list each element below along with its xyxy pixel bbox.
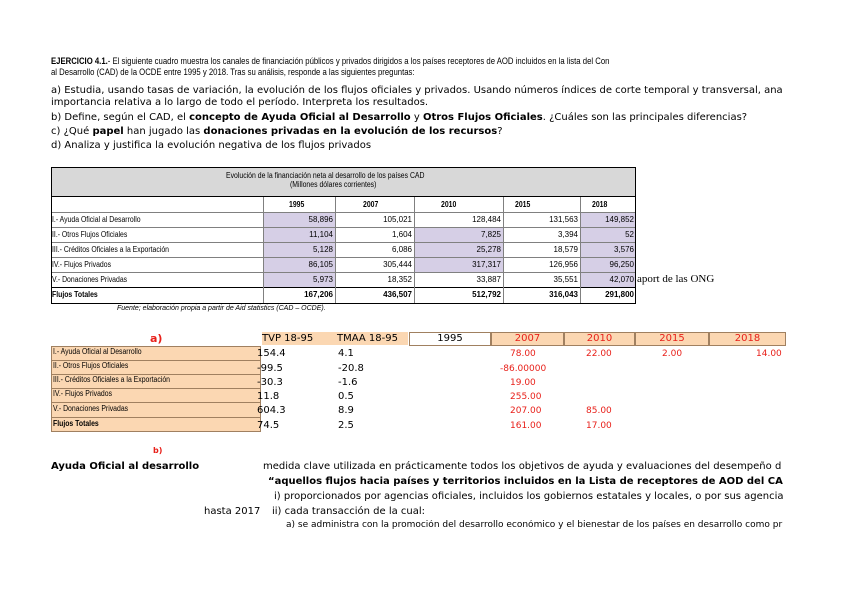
section-b-line4: ii) cada transacción de la cual: [272,506,426,517]
a-col-tmaa: TMAA 18-95 [337,333,398,344]
y2007-value: 255.00 [510,392,542,402]
row-label: III.- Créditos Oficiales a la Exportación [53,375,171,384]
y2010-value: 17.00 [586,421,612,431]
main-table-title: Evolución de la financiación neta al desarrollo de los países CAD [226,171,425,180]
table-row [51,213,636,228]
a-year-2015: 2015 [635,332,709,346]
table-row [51,374,791,388]
table-row [51,360,791,374]
row-label: II.- Otros Flujos Oficiales [52,230,128,239]
main-table-subtitle: (Millones dólares corrientes) [290,180,377,189]
tmaa-value: -1.6 [338,377,358,388]
question-b-mid: y [410,112,423,123]
table-row [51,243,636,258]
tvp-value: 74.5 [257,420,280,431]
grid-h [51,212,636,213]
table-source: Fuente; elaboración propia a partir de Aid statistics (CAD – OCDE). [117,305,326,312]
a-year-1995: 1995 [409,332,491,346]
section-a-label: a) [150,332,163,345]
side-note: aport de las ONG [637,273,715,285]
cell-value: 317,317 [472,260,501,269]
question-b-bold1: concepto de Ayuda Oficial al Desarrollo [189,112,411,123]
cell-value: 3,394 [557,230,578,239]
cell-value: 436,507 [383,290,412,299]
cell-value: 105,021 [383,215,412,224]
grid-v [503,197,504,303]
table-row [51,388,791,402]
question-c-pre: c) ¿Qué [51,126,93,137]
section-b-label: b) [153,446,163,455]
table-row-total [51,288,636,303]
tmaa-value: 8.9 [338,405,354,416]
section-b-heading: Ayuda Oficial al desarrollo [51,461,200,472]
main-year-2007: 2007 [363,200,379,209]
tvp-value: 604.3 [257,405,286,416]
section-b-hasta: hasta 2017 [204,506,261,517]
section-b-line2: “aquellos flujos hacia países y territorios incluidos en la Lista de receptores de AOD del CA [268,476,783,487]
question-b-bold2: Otros Flujos Oficiales [422,112,543,123]
exercise-intro-line2: al Desarrollo (CAD) de la OCDE entre 1995 y 2018. Tras su análisis, responde a las siguientes preguntas: [51,67,415,77]
a-year-2010: 2010 [564,332,635,346]
cell-value: 35,551 [553,275,578,284]
cell-value: 6,086 [391,245,412,254]
main-year-2010: 2010 [441,200,457,209]
tvp-value: -30.3 [257,377,283,388]
tmaa-value: 0.5 [338,391,354,402]
grid-h [51,227,636,228]
exercise-title: EJERCICIO 4.1. [51,56,108,66]
grid-h [51,272,636,273]
section-b-line5: a) se administra con la promoción del desarrollo económico y el bienestar de los países en desarrollo como pr [286,520,783,530]
y2007-value: 207.00 [510,406,542,416]
cell-value: 128,484 [472,215,501,224]
tmaa-value: 4.1 [338,348,354,359]
grid-h [51,287,636,288]
grid-v [263,197,264,303]
question-b [51,112,747,123]
table-row-total [51,417,791,432]
cell-value: 25,278 [476,245,501,254]
a-year-2007: 2007 [491,332,564,346]
grid-v [580,197,581,303]
cell-value: 167,206 [304,290,333,299]
row-label: V.- Donaciones Privadas [53,404,129,413]
row-label: II.- Otros Flujos Oficiales [53,361,129,370]
tmaa-value: -20.8 [338,363,364,374]
y2007-value: 19.00 [510,378,536,388]
grid-h [51,242,636,243]
row-label: III.- Créditos Oficiales a la Exportación [52,245,170,254]
section-b-line1: medida clave utilizada en prácticamente todos los objetivos de ayuda y evaluaciones del desempeño d [263,461,782,472]
section-b-line3: i) proporcionados por agencias oficiales, incluidos los gobiernos estatales y locales, o por sus agencia [274,491,784,502]
y2010-value: 22.00 [586,349,612,359]
question-c [51,126,503,137]
y2007-value: 161.00 [510,421,542,431]
question-c-bold2: donaciones privadas en la evolución de los recursos [203,126,498,137]
main-year-2015: 2015 [515,200,531,209]
cell-value: 131,563 [549,215,578,224]
row-label: Flujos Totales [53,419,99,428]
grid-v [635,197,636,304]
table-row [51,228,636,243]
cell-value: 3,576 [613,245,634,254]
tvp-value: 154.4 [257,348,286,359]
cell-value: 5,128 [312,245,333,254]
cell-value: 86,105 [308,260,333,269]
row-label: I.- Ayuda Oficial al Desarrollo [53,347,142,356]
main-year-1995: 1995 [289,200,305,209]
exercise-intro-text: - El siguiente cuadro muestra los canales de financiación públicos y privados dirigidos a los países receptores de AOD incluidos en la lista del Con [107,56,610,66]
tvp-value: -99.5 [257,363,283,374]
question-c-mid: han jugado las [123,126,204,137]
cell-value: 52 [625,230,634,239]
grid-v [51,197,52,304]
cell-value: 42,070 [609,275,634,284]
question-a-line1: a) Estudia, usando tasas de variación, la evolución de los flujos oficiales y privados. Usando números índices de corte temporal y transversal, ana [51,85,783,96]
grid-h [51,303,636,304]
question-a-line2: importancia relativa a lo largo de todo el período. Interpreta los resultados. [51,97,429,108]
grid-v [335,197,336,303]
grid-h [51,257,636,258]
y2007-value: -86.00000 [500,364,547,374]
question-d: d) Analiza y justifica la evolución negativa de los flujos privados [51,140,372,151]
grid-v [414,197,415,303]
main-table-year-row [51,197,636,212]
cell-value: 11,104 [309,230,333,239]
cell-value: 291,800 [605,290,634,299]
y2007-value: 78.00 [510,349,536,359]
cell-value: 18,579 [553,245,578,254]
a-col-tvp: TVP 18-95 [262,333,314,344]
question-b-post: . ¿Cuáles son las principales diferencias? [542,112,748,123]
row-label: IV.- Flujos Privados [52,260,112,269]
cell-value: 5,973 [312,275,333,284]
row-label: Flujos Totales [52,290,98,299]
y2018-value: 14.00 [756,349,782,359]
y2010-value: 85.00 [586,406,612,416]
row-label: V.- Donaciones Privadas [52,275,128,284]
cell-value: 149,852 [605,215,634,224]
tvp-value: 11.8 [257,391,280,402]
table-row [51,273,636,288]
cell-value: 512,792 [472,290,501,299]
cell-value: 316,043 [549,290,578,299]
exercise-intro-line1 [51,56,791,66]
question-c-post: ? [497,126,503,137]
cell-value: 126,956 [549,260,578,269]
cell-value: 58,896 [308,215,333,224]
table-row [51,402,791,417]
main-year-2018: 2018 [592,200,608,209]
row-label: IV.- Flujos Privados [53,389,113,398]
cell-value: 33,887 [476,275,501,284]
cell-value: 305,444 [383,260,412,269]
cell-value: 7,825 [480,230,501,239]
table-row [51,258,636,273]
table-row [51,346,791,360]
main-table-title-box [51,167,636,197]
cell-value: 96,250 [609,260,634,269]
tmaa-value: 2.5 [338,420,354,431]
y2015-value: 2.00 [662,349,683,359]
cell-value: 18,352 [387,275,412,284]
question-c-bold1: papel [92,126,124,137]
a-year-2018: 2018 [709,332,786,346]
question-b-pre: b) Define, según el CAD, el [51,112,190,123]
row-label: I.- Ayuda Oficial al Desarrollo [52,215,141,224]
cell-value: 1,604 [391,230,412,239]
